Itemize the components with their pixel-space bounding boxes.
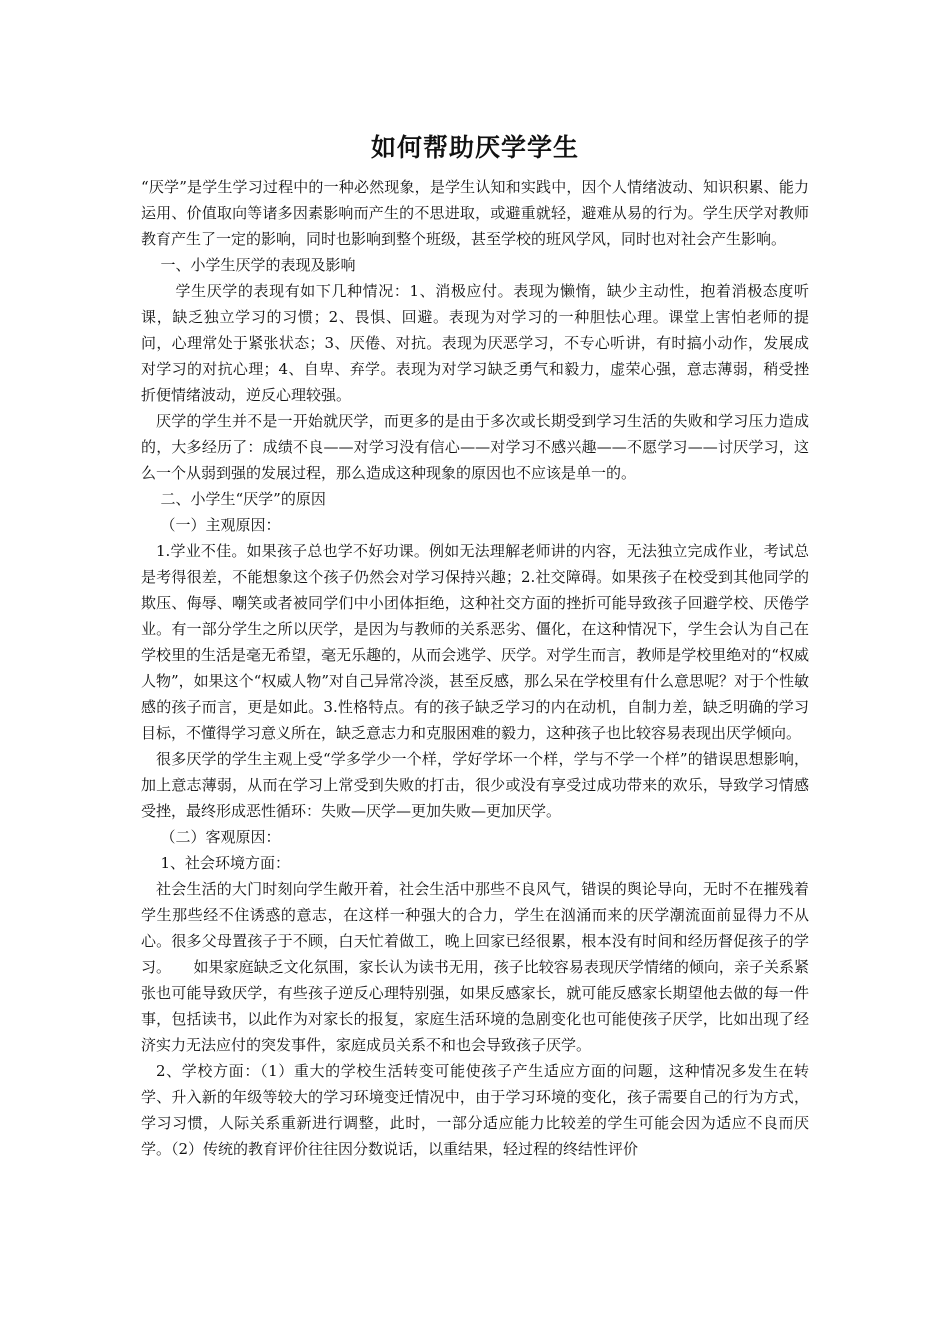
paragraph-vicious-cycle: 很多厌学的学生主观上受“学多学少一个样，学好学坏一个样，学与不学一个样”的错误思想影响，加上意志薄弱，从而在学习上常受到失败的打击，很少或没有享受过成功带来的欢乐，导致学习情感受挫，最终形成恶性循环：失败—厌学—更加失败—更加厌学。 (141, 750, 809, 820)
paragraph-development: 厌学的学生并不是一开始就厌学，而更多的是由于多次或长期受到学习生活的失败和学习压力造成的，大多经历了：成绩不良——对学习没有信心——对学习不感兴趣——不愿学习——讨厌学习，这么一个从弱到强的发展过程，那么造成这种现象的原因也不应该是单一的。 (141, 412, 809, 482)
paragraph-school-factors: 2、学校方面：（1）重大的学校生活转变可能使孩子产生适应方面的问题，这种情况多发生在转学、升入新的年级等较大的学习环境变迁情况中，由于学习环境的变化，孩子需要自己的行为方式，学习习惯，人际关系重新进行调整，此时，一部分适应能力比较差的学生可能会因为适应不良而厌学。（2）传统的教育评价往往因分数说话，以重结果，轻过程的终结性评价 (141, 1062, 809, 1158)
subheading-social-environment: 1、社会环境方面： (160, 854, 291, 872)
paragraph-subjective-causes: 1.学业不佳。如果孩子总也学不好功课。例如无法理解老师讲的内容，无法独立完成作业，考试总是考得很差，不能想象这个孩子仍然会对学习保持兴趣；2.社交障碍。如果孩子在校受到其他同学的欺压、侮辱、嘲笑或者被同学们中小团体拒绝，这种社交方面的挫折可能导致孩子回避学校、厌倦学业。有一部分学生之所以厌学，是因为与教师的关系恶劣、僵化，在这种情况下，学生会认为自己在学校里的生活是毫无希望，毫无乐趣的，从而会逃学、厌学。对学生而言，教师是学校里绝对的“权威人物”，如果这个“权威人物”对自己异常冷淡，甚至反感，那么呆在学校里有什么意思呢？对于个性敏感的孩子而言，更是如此。3.性格特点。有的孩子缺乏学习的内在动机，自制力差，缺乏明确的学习目标，不懂得学习意义所在，缺乏意志力和克服困难的毅力，这种孩子也比较容易表现出厌学倾向。 (141, 542, 810, 742)
subheading-subjective: （一）主观原因： (160, 516, 281, 534)
section-heading-2: 二、小学生“厌学”的原因 (160, 490, 326, 508)
subheading-objective: （二）客观原因： (160, 828, 281, 846)
intro-paragraph: “厌学”是学生学习过程中的一种必然现象，是学生认知和实践中，因个人情绪波动、知识积累、能力运用、价值取向等诸多因素影响而产生的不思进取，或避重就轻，避难从易的行为。学生厌学对教师教育产生了一定的影响，同时也影响到整个班级，甚至学校的班风学风，同时也对社会产生影响。 (141, 178, 809, 248)
paragraph-manifestations: 学生厌学的表现有如下几种情况：1、消极应付。表现为懒惰，缺少主动性，抱着消极态度听课，缺乏独立学习的习惯；2、畏惧、回避。表现为对学习的一种胆怯心理。课堂上害怕老师的提问，心理常处于紧张状态；3、厌倦、对抗。表现为厌恶学习，不专心听讲，有时搞小动作，发展成对学习的对抗心理；4、自卑、弃学。表现为对学习缺乏勇气和毅力，虚荣心强，意志薄弱，稍受挫折便情绪波动，逆反心理较强。 (141, 282, 809, 404)
document-page (141, 128, 809, 1162)
paragraph-social-environment: 社会生活的大门时刻向学生敞开着，社会生活中那些不良风气，错误的舆论导向，无时不在摧残着学生那些经不住诱惑的意志，在这样一种强大的合力，学生在汹涌而来的厌学潮流面前显得力不从心。很多父母置孩子于不顾，白天忙着做工，晚上回家已经很累，根本没有时间和经历督促孩子的学习。 如果家庭缺乏文化氛围，家长认为读书无用，孩子比较容易表现厌学情绪的倾向，亲子关系紧张也可能导致厌学，有些孩子逆反心理特别强，如果反感家长，就可能反感家长期望他去做的每一件事，包括读书，以此作为对家长的报复，家庭生活环境的急剧变化也可能使孩子厌学，比如出现了经济实力无法应付的突发事件，家庭成员关系不和也会导致孩子厌学。 (141, 880, 809, 1054)
document-title: 如何帮助厌学学生 (370, 133, 579, 162)
section-heading-1: 一、小学生厌学的表现及影响 (160, 256, 356, 274)
